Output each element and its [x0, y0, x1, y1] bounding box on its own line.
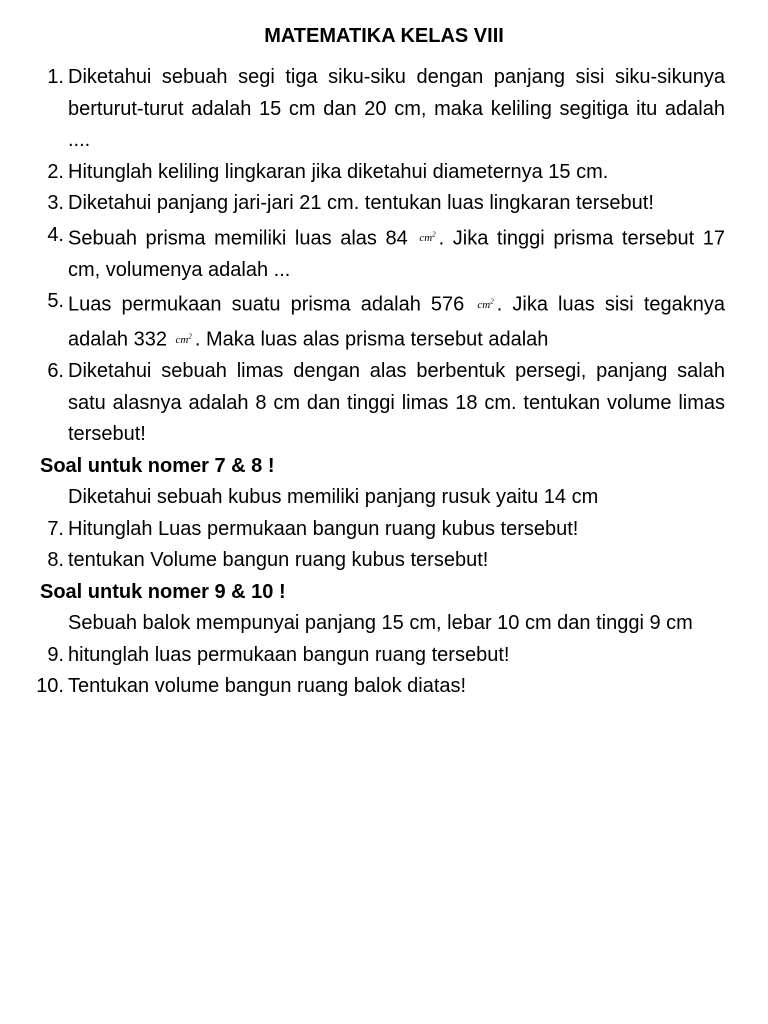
question-text: Diketahui panjang jari-jari 21 cm. tentukan luas lingkaran tersebut! — [68, 192, 654, 214]
unit-cm2: $cm^2$ — [175, 332, 192, 346]
question-1 — [0, 62, 725, 157]
question-text: Hitunglah Luas permukaan bangun ruang kubus tersebut! — [68, 517, 579, 540]
question-4 — [0, 220, 725, 287]
question-number: 10. — [36, 675, 64, 698]
section-heading-7-8: Soal untuk nomer 7 & 8 ! — [40, 454, 275, 477]
question-text-cont: . Jika luas sisi tegaknya adalah 332 — [68, 293, 726, 351]
question-number: 6. — [47, 360, 64, 383]
unit-cm2: $cm^2$ — [477, 297, 494, 311]
question-2 — [0, 157, 725, 189]
section-intro-9-10: Sebuah balok mempunyai panjang 15 cm, lebar 10 cm dan tinggi 9 cm — [68, 612, 693, 635]
question-list — [0, 62, 768, 703]
question-number: 1. — [47, 66, 64, 88]
question-number: 2. — [47, 160, 64, 183]
page-title: MATEMATIKA KELAS VIII — [264, 25, 504, 47]
section-heading-9-10: Soal untuk nomer 9 & 10 ! — [40, 580, 286, 603]
question-text: Sebuah prisma memiliki luas alas 84 — [68, 227, 408, 250]
question-text: tentukan Volume bangun ruang kubus tersebut! — [68, 549, 489, 572]
question-3 — [0, 188, 725, 220]
question-number: 3. — [47, 192, 64, 214]
question-8 — [0, 545, 725, 577]
question-text: Hitunglah keliling lingkaran jika diketahui diameternya 15 cm. — [68, 160, 609, 183]
question-text: Diketahui sebuah segi tiga siku-siku dengan panjang sisi siku-sikunya berturut-turut adalah 15 cm dan 20 cm, maka keliling segitiga itu adalah .... — [68, 66, 725, 151]
question-text-cont: . Maka luas alas prisma tersebut adalah — [194, 328, 549, 351]
question-number: 9. — [47, 643, 64, 666]
section-intro-7-8: Diketahui sebuah kubus memiliki panjang rusuk yaitu 14 cm — [68, 486, 599, 509]
question-6 — [0, 356, 725, 451]
question-text: Luas permukaan suatu prisma adalah 576 — [68, 293, 465, 316]
question-number: 5. — [47, 290, 64, 313]
question-5 — [0, 286, 725, 356]
question-text-cont: . Jika tinggi prisma tersebut 17 cm, volumenya adalah ... — [68, 227, 726, 281]
question-text: hitunglah luas permukaan bangun ruang tersebut! — [68, 643, 510, 666]
question-number: 4. — [47, 223, 64, 246]
question-9 — [0, 640, 725, 672]
unit-cm2: $cm^2$ — [419, 230, 436, 245]
question-number: 7. — [47, 517, 64, 540]
question-7 — [0, 514, 725, 546]
question-10 — [0, 671, 725, 703]
question-number: 8. — [47, 549, 64, 572]
question-text: Tentukan volume bangun ruang balok diatas! — [68, 675, 467, 698]
question-text: Diketahui sebuah limas dengan alas berbentuk persegi, panjang salah satu alasnya adalah 8 cm dan tinggi limas 18 cm. tentukan volume limas tersebut! — [68, 360, 725, 446]
